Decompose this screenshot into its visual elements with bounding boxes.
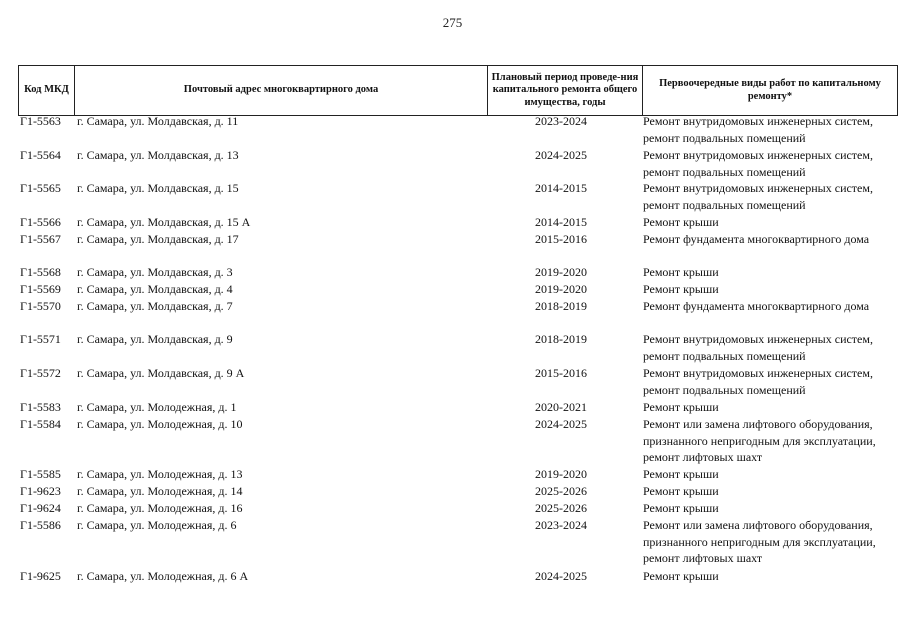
work-line: ремонт подвальных помещений bbox=[643, 164, 806, 179]
cell-work bbox=[643, 214, 903, 231]
work-line: Ремонт или замена лифтового оборудования, bbox=[643, 518, 873, 532]
cell-address: г. Самара, ул. Молодежная, д. 1 bbox=[77, 400, 237, 414]
cell-code: Г1-9623 bbox=[20, 484, 61, 498]
cell-address: г. Самара, ул. Молдавская, д. 15 bbox=[77, 181, 239, 195]
cell-work bbox=[643, 113, 903, 146]
cell-work bbox=[643, 331, 903, 364]
work-line: Ремонт фундамента многоквартирного дома bbox=[643, 299, 870, 313]
work-line: признанного непригодным для эксплуатации, bbox=[643, 534, 876, 549]
cell-code: Г1-5572 bbox=[20, 366, 61, 380]
cell-period: 2014-2015 bbox=[535, 181, 587, 195]
cell-work bbox=[643, 568, 903, 585]
cell-period: 2024-2025 bbox=[535, 148, 587, 162]
cell-code: Г1-5565 bbox=[20, 181, 61, 195]
work-line: Ремонт крыши bbox=[643, 467, 719, 481]
cell-code: Г1-5563 bbox=[20, 114, 61, 128]
cell-work bbox=[643, 281, 903, 298]
work-line: Ремонт или замена лифтового оборудования, bbox=[643, 417, 873, 431]
cell-address: г. Самара, ул. Молодежная, д. 10 bbox=[77, 417, 243, 431]
header-address: Почтовый адрес многоквартирного дома bbox=[75, 66, 488, 115]
page-number: 275 bbox=[442, 15, 463, 30]
cell-address: г. Самара, ул. Молдавская, д. 7 bbox=[77, 299, 233, 313]
cell-code: Г1-9625 bbox=[20, 569, 61, 583]
cell-period: 2019-2020 bbox=[535, 467, 587, 481]
work-line: ремонт подвальных помещений bbox=[643, 197, 806, 212]
cell-period: 2015-2016 bbox=[535, 366, 587, 380]
work-line: признанного непригодным для эксплуатации, bbox=[643, 433, 876, 448]
work-line: Ремонт крыши bbox=[643, 484, 719, 498]
header-period: Плановый период проведе-ния капитального ремонта общего имущества, годы bbox=[488, 66, 643, 115]
work-line: Ремонт крыши bbox=[643, 400, 719, 414]
cell-address: г. Самара, ул. Молдавская, д. 4 bbox=[77, 282, 233, 296]
work-line: ремонт лифтовых шахт bbox=[643, 551, 763, 565]
work-line: ремонт подвальных помещений bbox=[643, 348, 806, 363]
cell-work bbox=[643, 500, 903, 517]
work-line: ремонт лифтовых шахт bbox=[643, 450, 763, 464]
cell-code: Г1-5564 bbox=[20, 148, 61, 162]
cell-address: г. Самара, ул. Молдавская, д. 9 bbox=[77, 332, 233, 346]
work-line: Ремонт внутридомовых инженерных систем, bbox=[643, 114, 873, 128]
cell-work bbox=[643, 466, 903, 483]
table-header bbox=[18, 65, 898, 116]
cell-work bbox=[643, 231, 903, 248]
cell-period: 2019-2020 bbox=[535, 282, 587, 296]
cell-code: Г1-5570 bbox=[20, 299, 61, 313]
cell-period: 2025-2026 bbox=[535, 501, 587, 515]
cell-address: г. Самара, ул. Молодежная, д. 6 bbox=[77, 518, 237, 532]
work-line: Ремонт внутридомовых инженерных систем, bbox=[643, 366, 873, 380]
work-line: Ремонт внутридомовых инженерных систем, bbox=[643, 181, 873, 195]
cell-code: Г1-5584 bbox=[20, 417, 61, 431]
cell-period: 2014-2015 bbox=[535, 215, 587, 229]
cell-address: г. Самара, ул. Молдавская, д. 3 bbox=[77, 265, 233, 279]
cell-code: Г1-9624 bbox=[20, 501, 61, 515]
cell-period: 2023-2024 bbox=[535, 518, 587, 532]
cell-address: г. Самара, ул. Молдавская, д. 13 bbox=[77, 148, 239, 162]
work-line: Ремонт внутридомовых инженерных систем, bbox=[643, 332, 873, 346]
cell-period: 2024-2025 bbox=[535, 569, 587, 583]
cell-work bbox=[643, 180, 903, 213]
cell-code: Г1-5569 bbox=[20, 282, 61, 296]
work-line: Ремонт крыши bbox=[643, 215, 719, 229]
work-line: ремонт подвальных помещений bbox=[643, 130, 806, 145]
cell-period: 2019-2020 bbox=[535, 265, 587, 279]
cell-period: 2023-2024 bbox=[535, 114, 587, 128]
cell-period: 2024-2025 bbox=[535, 417, 587, 431]
cell-code: Г1-5571 bbox=[20, 332, 61, 346]
work-line: Ремонт фундамента многоквартирного дома bbox=[643, 232, 870, 246]
cell-work bbox=[643, 264, 903, 281]
cell-period: 2015-2016 bbox=[535, 232, 587, 246]
cell-code: Г1-5585 bbox=[20, 467, 61, 481]
cell-work bbox=[643, 399, 903, 416]
cell-address: г. Самара, ул. Молдавская, д. 9 А bbox=[77, 366, 245, 380]
cell-code: Г1-5583 bbox=[20, 400, 61, 414]
cell-work bbox=[643, 365, 903, 398]
cell-work bbox=[643, 517, 903, 567]
work-line: Ремонт крыши bbox=[643, 265, 719, 279]
cell-code: Г1-5566 bbox=[20, 215, 61, 229]
cell-address: г. Самара, ул. Молдавская, д. 17 bbox=[77, 232, 239, 246]
cell-work bbox=[643, 483, 903, 500]
work-line: ремонт подвальных помещений bbox=[643, 382, 806, 397]
cell-work bbox=[643, 298, 903, 315]
cell-address: г. Самара, ул. Молодежная, д. 14 bbox=[77, 484, 243, 498]
cell-period: 2018-2019 bbox=[535, 299, 587, 313]
cell-period: 2025-2026 bbox=[535, 484, 587, 498]
cell-work bbox=[643, 416, 903, 466]
work-line: Ремонт внутридомовых инженерных систем, bbox=[643, 148, 873, 162]
cell-address: г. Самара, ул. Молдавская, д. 11 bbox=[77, 114, 239, 128]
cell-code: Г1-5568 bbox=[20, 265, 61, 279]
cell-address: г. Самара, ул. Молдавская, д. 15 А bbox=[77, 215, 251, 229]
work-line: Ремонт крыши bbox=[643, 282, 719, 296]
cell-address: г. Самара, ул. Молодежная, д. 16 bbox=[77, 501, 243, 515]
header-code: Код МКД bbox=[18, 66, 75, 115]
work-line: Ремонт крыши bbox=[643, 569, 719, 583]
header-work: Первоочередные виды работ по капитальному ремонту* bbox=[643, 66, 898, 115]
cell-work bbox=[643, 147, 903, 180]
cell-period: 2018-2019 bbox=[535, 332, 587, 346]
cell-address: г. Самара, ул. Молодежная, д. 6 А bbox=[77, 569, 249, 583]
cell-period: 2020-2021 bbox=[535, 400, 587, 414]
work-line: Ремонт крыши bbox=[643, 501, 719, 515]
cell-code: Г1-5586 bbox=[20, 518, 61, 532]
cell-address: г. Самара, ул. Молодежная, д. 13 bbox=[77, 467, 243, 481]
cell-code: Г1-5567 bbox=[20, 232, 61, 246]
